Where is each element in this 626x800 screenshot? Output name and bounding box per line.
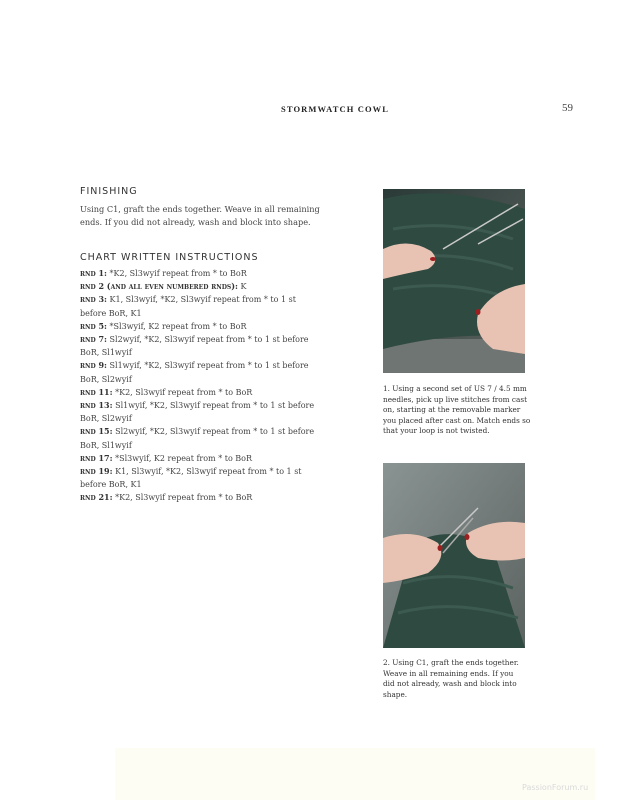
round-11: rnd 11: *K2, Sl3wyif repeat from * to BoR — [80, 386, 253, 397]
finishing-body: Using C1, graft the ends together. Weave in all remaining ends. If you did not already, wash and block into shape. — [80, 204, 320, 227]
footer-band — [115, 748, 595, 800]
photo-grafting-ends — [383, 463, 525, 648]
page-number: 59 — [562, 102, 573, 114]
photo-2-caption: 2. Using C1, graft the ends together. Weave in all remaining ends. If you did not already, wash and block into shape. — [383, 658, 519, 699]
round-1: rnd 1: *K2, Sl3wyif repeat from * to BoR — [80, 268, 247, 278]
round-19: rnd 19: K1, Sl3wyif, *K2, Sl3wyif repeat from * to 1 st before BoR, K1 — [80, 466, 302, 490]
chart-instructions-list — [80, 267, 320, 505]
chart-instructions-heading: CHART WRITTEN INSTRUCTIONS — [80, 252, 259, 263]
round-2: rnd 2 (and all even numbered rnds): K — [80, 281, 247, 292]
round-5: rnd 5: *Sl3wyif, K2 repeat from * to BoR — [80, 320, 247, 331]
round-17: rnd 17: *Sl3wyif, K2 repeat from * to BoR — [80, 452, 253, 463]
round-7: rnd 7: Sl2wyif, *K2, Sl3wyif repeat from * to 1 st before BoR, Sl1wyif — [80, 334, 309, 358]
round-15: rnd 15: Sl2wyif, *K2, Sl3wyif repeat from * to 1 st before BoR, Sl1wyif — [80, 426, 315, 450]
round-9: rnd 9: Sl1wyif, *K2, Sl3wyif repeat from * to 1 st before BoR, Sl2wyif — [80, 360, 309, 384]
photo-1-illustration — [383, 189, 525, 373]
watermark: PassionForum.ru — [522, 783, 589, 792]
photo-1-caption: 1. Using a second set of US 7 / 4.5 mm needles, pick up live stitches from cast on, starting at the removable marker you placed after cast on. Match ends so that your loop is not twisted. — [383, 384, 531, 436]
finishing-heading: FINISHING — [80, 186, 138, 197]
running-title: STORMWATCH COWL — [281, 104, 390, 114]
round-13: rnd 13: Sl1wyif, *K2, Sl3wyif repeat from * to 1 st before BoR, Sl2wyif — [80, 400, 315, 424]
photo-picking-up-stitches — [383, 189, 525, 373]
round-21: rnd 21: *K2, Sl3wyif repeat from * to BoR — [80, 492, 253, 503]
round-3: rnd 3: K1, Sl3wyif, *K2, Sl3wyif repeat from * to 1 st before BoR, K1 — [80, 294, 296, 318]
photo-2-illustration — [383, 463, 525, 648]
